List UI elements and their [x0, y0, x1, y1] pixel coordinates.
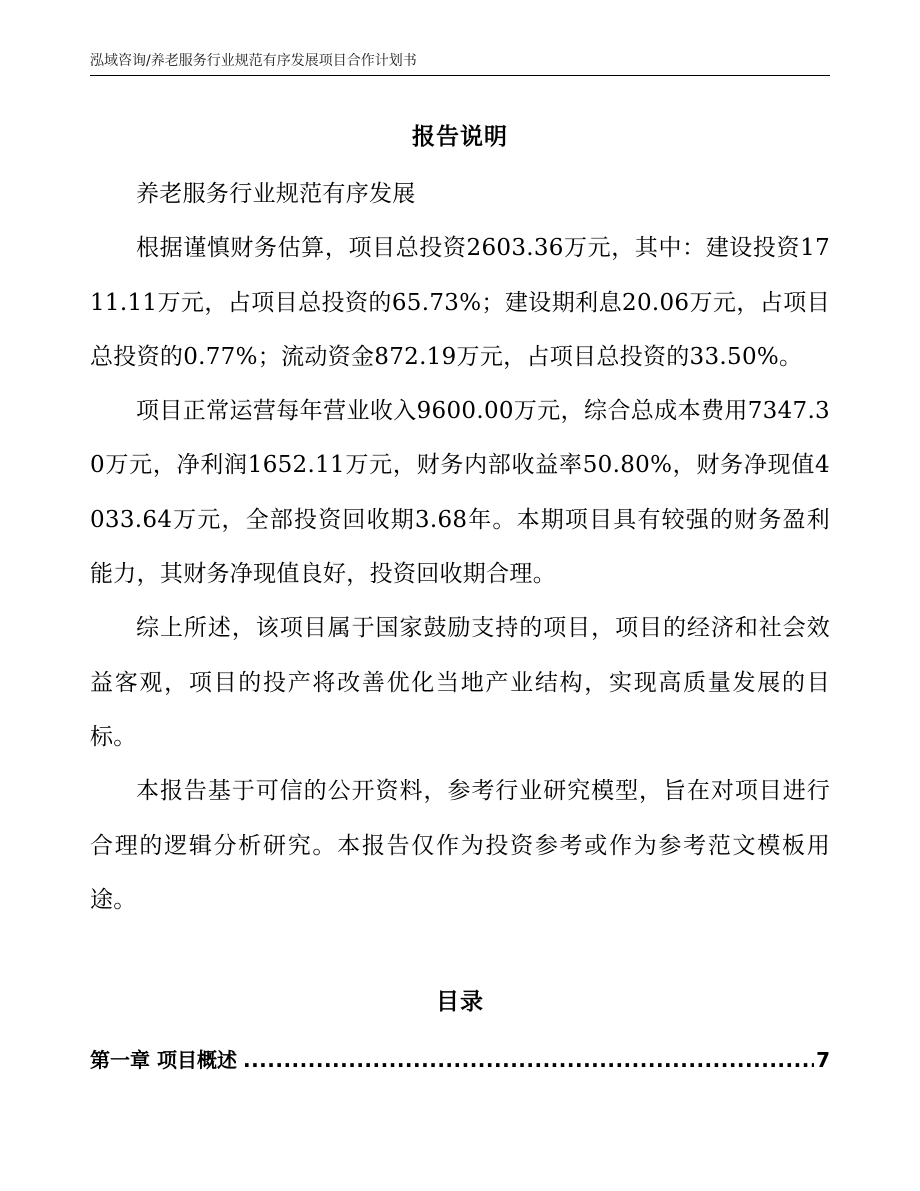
toc-entry-label: 第一章 项目概述: [90, 1048, 237, 1072]
toc-leader-dots: [243, 1045, 814, 1075]
toc-title: 目录: [436, 989, 484, 1015]
toc-list: [90, 1045, 830, 1075]
paragraph-revenue: 项目正常运营每年营业收入9600.00万元，综合总成本费用7347.30万元，净利润1652.11万元，财务内部收益率50.80%，财务净现值4033.64万元，全部投资回收期3.68年。本期项目具有较强的财务盈利能力，其财务净现值良好，投资回收期合理。: [90, 398, 830, 588]
paragraph-investment: 根据谨慎财务估算，项目总投资2603.36万元，其中：建设投资1711.11万元，占项目总投资的65.73%；建设期利息20.06万元，占项目总投资的0.77%；流动资金872.19万元，占项目总投资的33.50%。: [90, 235, 830, 370]
report-title: 报告说明: [412, 124, 508, 150]
paragraph-summary: 综上所述，该项目属于国家鼓励支持的项目，项目的经济和社会效益客观，项目的投产将改善优化当地产业结构，实现高质量发展的目标。: [90, 615, 830, 750]
report-body: [90, 167, 830, 927]
paragraph-disclaimer: 本报告基于可信的公开资料，参考行业研究模型，旨在对项目进行合理的逻辑分析研究。本报告仅作为投资参考或作为参考范文模板用途。: [90, 778, 830, 913]
running-header: 泓域咨询/养老服务行业规范有序发展项目合作计划书: [90, 53, 417, 69]
toc-entry-page: 7: [816, 1048, 830, 1072]
toc-entry-chapter-1[interactable]: [90, 1045, 830, 1075]
header-rule: [90, 75, 830, 76]
subtitle-line: 养老服务行业规范有序发展: [136, 181, 416, 207]
